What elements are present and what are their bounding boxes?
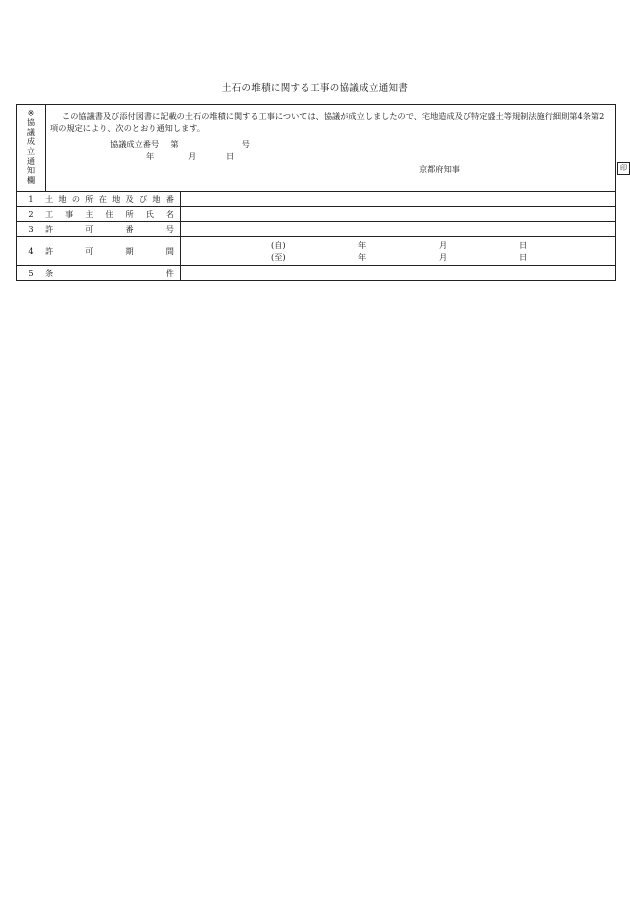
row-value-cell[interactable] [181, 207, 616, 222]
period-to-label: (至) [271, 252, 286, 262]
side-label-char: 協 [26, 117, 36, 128]
row-label-char: 可 [85, 223, 94, 234]
row-label [45, 268, 180, 279]
period-year-label: 年 [358, 252, 367, 262]
row-label-cell [17, 222, 181, 237]
period-month-label: 月 [439, 240, 448, 250]
notice-day-label: 日 [226, 151, 235, 161]
row-number: 1 [28, 194, 34, 204]
approval-number-line [110, 139, 250, 150]
period-year-label: 年 [358, 240, 367, 250]
row-label-char: 許 [45, 223, 54, 234]
row-label [45, 194, 180, 205]
row-label-char: 所 [125, 208, 134, 219]
period-to-line [181, 252, 615, 264]
row-label-char: 事 [65, 208, 74, 219]
row-label-char: び [138, 193, 148, 204]
row-value [181, 222, 615, 236]
row-label-cell [17, 266, 181, 281]
side-label-char: 通 [26, 155, 36, 166]
row-label-char: 名 [165, 208, 174, 219]
side-label-char: 知 [26, 165, 36, 176]
row-value [181, 192, 615, 206]
row-value-cell[interactable] [181, 222, 616, 237]
row-label-char: 件 [165, 267, 174, 278]
side-label-char: 議 [26, 126, 36, 137]
row-label-char: 住 [105, 208, 114, 219]
side-label [17, 105, 45, 189]
row-value [181, 207, 615, 221]
row-label-char: 条 [45, 267, 54, 278]
governor-name: 京都府知事 [419, 164, 460, 174]
period-day-label: 日 [519, 240, 528, 250]
row-label [45, 246, 180, 257]
approval-number-prefix: 第 [170, 139, 179, 149]
notice-row [17, 105, 616, 192]
notice-body: この協議書及び添付図書に記載の土石の堆積に関する工事については、協議が成立しましたので、宅地造成及び特定盛土等規制法施行細則第4条第2項の規定により、次のとおり通知します。 [50, 111, 605, 133]
form-row-3 [17, 222, 616, 237]
row-label [45, 224, 180, 235]
notice-year-label: 年 [146, 151, 155, 161]
form-row-2 [17, 207, 616, 222]
row-label-char: の [71, 193, 81, 204]
permit-period [181, 237, 615, 265]
side-label-cell [17, 105, 46, 191]
row-label-char: 工 [45, 208, 54, 219]
side-label-char: ※ [27, 107, 35, 118]
approval-number-suffix: 号 [241, 139, 250, 149]
side-label-char: 立 [26, 146, 36, 156]
row-label-char: 氏 [145, 208, 154, 219]
row-label-char: 及 [125, 193, 134, 204]
row-value [181, 266, 615, 280]
seal-mark: 印 [617, 162, 630, 175]
row-value-cell[interactable] [181, 192, 616, 207]
row-label-char: 所 [85, 193, 94, 204]
row-label-char: 地 [58, 193, 67, 204]
period-from-line [181, 240, 615, 252]
row-value-cell[interactable] [181, 237, 616, 266]
row-label-char: 地 [152, 193, 161, 204]
row-label-cell [17, 192, 181, 207]
row-label-char: 許 [45, 245, 54, 256]
row-label-char: 番 [125, 223, 134, 234]
period-from-label: (自) [271, 240, 286, 250]
notice-cell [46, 105, 627, 191]
row-label-cell [17, 207, 181, 222]
notification-form [16, 104, 627, 281]
notice-month-label: 月 [188, 151, 197, 161]
row-number: 4 [28, 246, 34, 256]
row-number: 3 [28, 224, 34, 234]
period-month-label: 月 [439, 252, 448, 262]
period-day-label: 日 [519, 252, 528, 262]
row-value-cell[interactable] [181, 266, 616, 281]
row-label-cell [17, 237, 181, 266]
row-label-char: 在 [98, 193, 107, 204]
row-number: 5 [28, 268, 34, 278]
form-row-4 [17, 237, 616, 266]
row-label-char: 番 [165, 193, 174, 204]
row-label-char: 可 [85, 245, 94, 256]
row-label-char: 土 [45, 193, 54, 204]
row-label [45, 209, 180, 220]
row-label-char: 主 [85, 208, 94, 219]
row-label-char: 号 [165, 223, 174, 234]
approval-number-label: 協議成立番号 [110, 139, 160, 149]
document-title: 土石の堆積に関する工事の協議成立通知書 [221, 83, 409, 94]
row-label-char: 間 [165, 245, 174, 256]
side-label-char: 成 [26, 136, 36, 147]
side-label-char: 欄 [26, 174, 36, 185]
form-row-5 [17, 266, 616, 281]
row-number: 2 [28, 209, 34, 219]
row-label-char: 地 [112, 193, 121, 204]
row-label-char: 期 [125, 245, 134, 256]
form-row-1 [17, 192, 616, 207]
